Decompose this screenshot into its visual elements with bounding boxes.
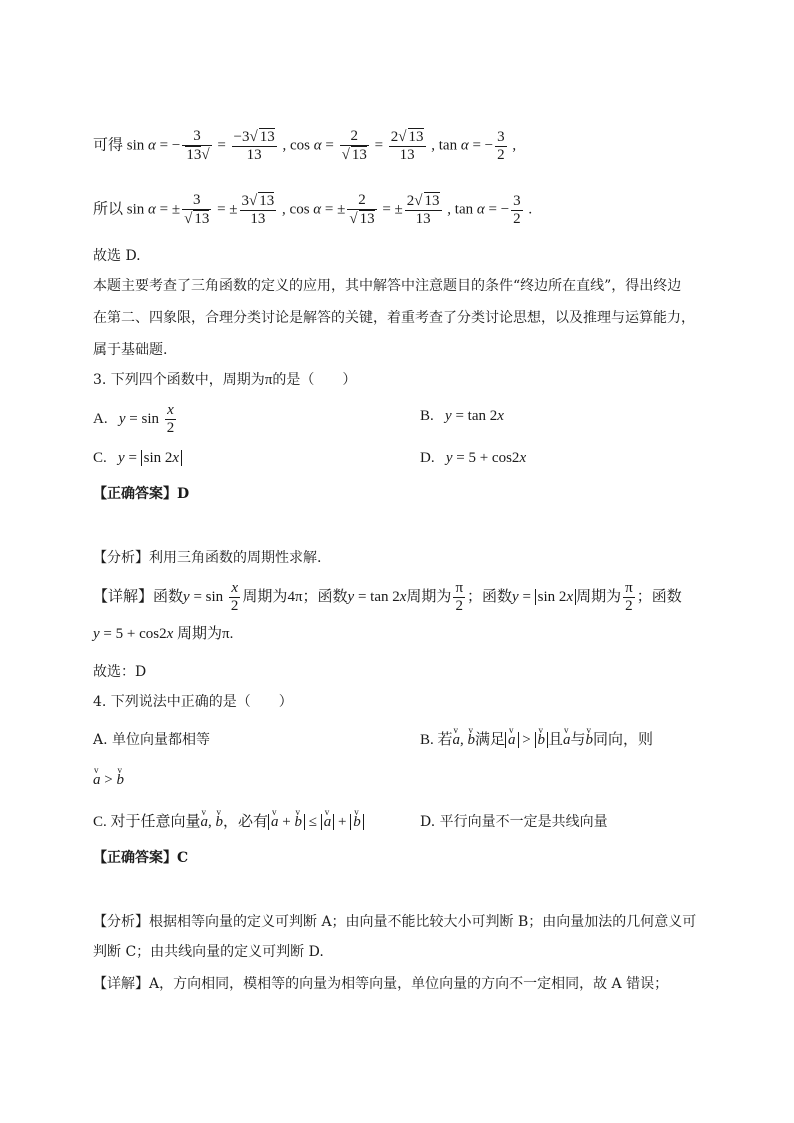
q4-option-b: B. 若v a, v b满足v a > v b 且v a与v b同向，则 xyxy=(420,730,653,750)
comment-line-1: 本题主要考查了三角函数的定义的应用，其中解答中注意题目的条件“终边所在直线”，得出终边 xyxy=(93,278,682,294)
q4-option-c: C. 对于任意向量v a, v b，必有v a + v b ≤ v a + v b xyxy=(93,812,364,832)
q3-option-a: A. y = sin $\frac{x}{2}$ xyxy=(93,402,175,436)
prefix-text: 所以 xyxy=(93,201,124,218)
fraction: $\frac{2}{√ 13}$ xyxy=(349,192,375,227)
q4-answer: 【正确答案】C xyxy=(93,850,189,866)
q3-detail-line-2: y = 5 + cos2x 周期为π. xyxy=(93,626,234,642)
fraction: $\frac{3}{13√}$ xyxy=(182,128,211,164)
q3-choose: 故选：D xyxy=(93,664,147,680)
solution-line-1: 可得 sin α = − $\frac{3}{13√}$ = $\frac{-3√ 13}{13}$ , cos α = $\frac{2}{√ 13}$ = $\frac{2√ 13}{13}$ , tan α = − $\frac{3}{2}$ , xyxy=(93,128,517,163)
fraction: $\frac{3√ 13}{13}$ xyxy=(241,193,275,227)
fraction: $\frac{2√ 13}{13}$ xyxy=(390,129,424,163)
q3-option-d: D. y = 5 + cos2x xyxy=(420,450,527,466)
q4-option-a: A. 单位向量都相等 xyxy=(93,732,211,748)
fraction: $\frac{x}{2}$ xyxy=(166,402,175,436)
q3-analysis: 【分析】利用三角函数的周期性求解. xyxy=(93,550,322,566)
solution-line-2: 所以 sin α = ± $\frac{3}{√ 13}$ = ± $\frac{3√ 13}{13}$ , cos α = ± $\frac{2}{√ 13}$ = ± $\frac{2√ 13}{13}$ , tan α = − $\frac{3}{2}$ . xyxy=(93,192,533,227)
fraction: $\frac{2√ 13}{13}$ xyxy=(406,193,440,227)
q3-option-b: B. y = tan 2x xyxy=(420,408,504,424)
fraction: $\frac{\pi}{2}$ xyxy=(625,580,633,614)
q4-analysis-line-2: 判断 C；由共线向量的定义可判断 D. xyxy=(93,944,324,960)
q4-option-d: D. 平行向量不一定是共线向量 xyxy=(420,814,608,830)
q4-option-b-cont: v a > v b xyxy=(93,770,124,790)
fraction: $\frac{2}{√ 13}$ xyxy=(341,128,367,163)
q4-stem: 4. 下列说法中正确的是（ ） xyxy=(93,694,293,710)
fraction: $\frac{x}{2}$ xyxy=(230,580,239,614)
fraction: $\frac{3}{2}$ xyxy=(513,192,521,227)
comment-line-2: 在第二、四象限，合理分类讨论是解答的关键，着重考查了分类讨论思想，以及推理与运算能力， xyxy=(93,310,695,326)
fraction: $\frac{-3√ 13}{13}$ xyxy=(233,129,275,163)
q3-stem: 3. 下列四个函数中，周期为π的是（ ） xyxy=(93,372,357,388)
conclusion-text: 故选 D. xyxy=(93,248,141,264)
q4-detail: 【详解】A，方向相同，模相等的向量为相等向量，单位向量的方向不一定相同，故 A 错误； xyxy=(93,976,669,992)
fraction: $\frac{3}{√ 13}$ xyxy=(184,192,210,227)
fraction: $\frac{\pi}{2}$ xyxy=(455,580,464,614)
q3-detail-line-1: 【详解】函数y = sin $\frac{x}{2}$ 周期为4π；函数y = tan 2x周期为 $\frac{\pi}{2}$ ；函数y = sin 2x 周期为 $\frac{\pi}{2}$ ；函数 xyxy=(93,580,682,614)
q3-answer: 【正确答案】D xyxy=(93,486,190,502)
q3-option-c: C. y = sin 2x xyxy=(93,448,182,468)
comment-line-3: 属于基础题. xyxy=(93,342,168,358)
prefix-text: 可得 xyxy=(93,137,124,154)
q4-analysis-line-1: 【分析】根据相等向量的定义可判断 A；由向量不能比较大小可判断 B；由向量加法的几何意义可 xyxy=(93,914,697,930)
fraction: $\frac{3}{2}$ xyxy=(497,128,505,163)
